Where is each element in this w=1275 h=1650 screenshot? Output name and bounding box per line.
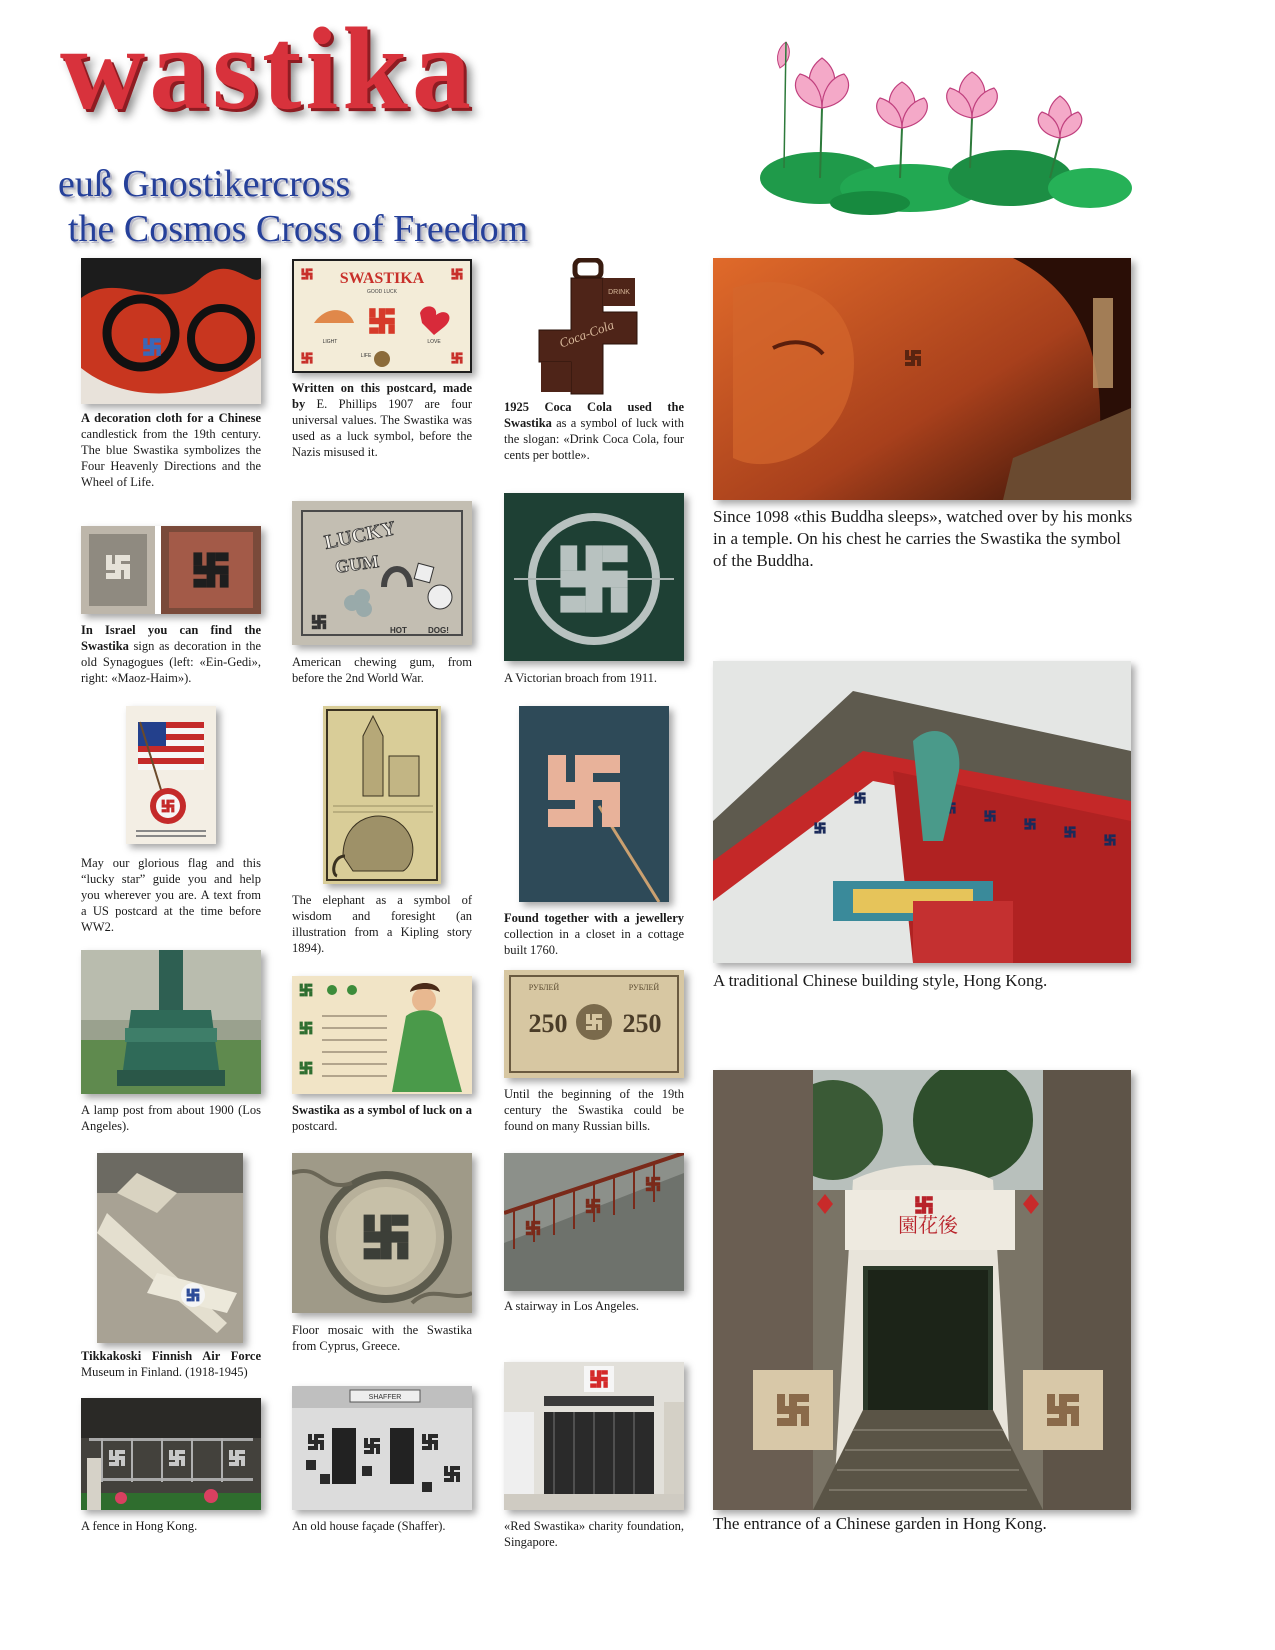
photo-swastika-postcard — [292, 259, 472, 373]
gum-gum: GUM — [333, 551, 381, 577]
caption-postcard — [292, 380, 472, 460]
photo-elephant-illustration — [323, 706, 441, 884]
photo-flag-postcard — [126, 706, 216, 844]
lotus-illustration — [760, 38, 1132, 216]
caption-fence: A fence in Hong Kong. — [81, 1519, 198, 1533]
photo-chinese-garden — [713, 1070, 1131, 1510]
caption-rest: Museum in Finland. (1918-1945) — [81, 1365, 248, 1379]
caption-flag: May our glorious flag and this “lucky star” guide you and help you wherever you are. A text from a US postcard at the time before WW2. — [81, 856, 261, 934]
caption-luck-postcard — [292, 1102, 472, 1134]
subtitle-line-1: euß Gnostikercross — [58, 163, 351, 205]
caption-lead: In Israel you can find the Swastika — [81, 623, 261, 653]
photo-house-facade — [292, 1386, 472, 1510]
garden-chars: 園花後 — [898, 1213, 958, 1237]
caption-elephant: The elephant as a symbol of wisdom and foresight (an illustration from a Kipling story 1894). — [292, 893, 472, 955]
caption-lamp-post: A lamp post from about 1900 (Los Angeles). — [81, 1103, 261, 1133]
postcard-good-luck: GOOD LUCK — [366, 289, 398, 295]
caption-coca-cola — [504, 399, 684, 463]
photo-russian-bill — [504, 970, 684, 1078]
photo-stairway — [504, 1153, 684, 1291]
photo-decoration-cloth — [81, 258, 261, 404]
caption-lead: Written on this postcard, made by — [292, 381, 472, 411]
gum-lucky: LUCKY — [322, 517, 398, 554]
caption-rest: E. Phillips 1907 are four universal values. The Swastika was used as a luck symbol, before the Nazis misused it. — [292, 397, 472, 459]
photo-victorian-broach — [504, 493, 684, 661]
caption-lead: Tikkakoski Finnish Air Force — [81, 1349, 261, 1363]
photo-israel-synagogues — [81, 526, 261, 614]
house-label: SHAFFER — [368, 1394, 402, 1401]
gum-hot: HOT — [390, 626, 407, 635]
caption-chinese-garden: The entrance of a Chinese garden in Hong Kong. — [713, 1514, 1047, 1533]
photo-jewellery-pin — [519, 706, 669, 902]
cola-drink: DRINK — [608, 289, 630, 296]
caption-rest: sign as decoration in the old Synagogues (left: «Ein-Gedi», right: «Maoz-Haim»). — [81, 639, 261, 685]
caption-red-swastika: «Red Swastika» charity foundation, Singapore. — [504, 1519, 684, 1549]
caption-lead: Swastika as a symbol of luck on a — [292, 1103, 472, 1117]
bill-value-left: 250 — [528, 1009, 568, 1038]
caption-rest: postcard. — [292, 1119, 338, 1133]
page-title: wastika — [60, 3, 475, 134]
photo-lamp-post — [81, 950, 261, 1094]
postcard-light: LIGHT — [322, 339, 338, 345]
caption-rest: as a symbol of luck with the slogan: «Drink Coca Cola, four cents per bottle». — [504, 416, 684, 462]
photo-red-swastika-building — [504, 1362, 684, 1510]
subtitle-line-2: the Cosmos Cross of Freedom — [68, 208, 529, 250]
caption-mosaic: Floor mosaic with the Swastika from Cyprus, Greece. — [292, 1323, 472, 1353]
bill-word-right: РУБЛЕЙ — [628, 983, 660, 992]
caption-rest: candlestick from the 19th century. The blue Swastika symbolizes the Four Heavenly Directions and the Wheel of Life. — [81, 427, 261, 489]
bill-value-right: 250 — [622, 1009, 662, 1038]
photo-sleeping-buddha — [713, 258, 1131, 500]
photo-luck-postcard — [292, 976, 472, 1094]
caption-gum: American chewing gum, from before the 2nd World War. — [292, 655, 472, 685]
postcard-word: SWASTIKA — [339, 270, 425, 287]
caption-decoration-cloth — [81, 410, 261, 490]
caption-rest: collection in a closet in a cottage built 1760. — [504, 927, 684, 957]
photo-floor-mosaic — [292, 1153, 472, 1313]
caption-house: An old house façade (Shaffer). — [292, 1519, 446, 1533]
cola-brand: Coca-Cola — [557, 316, 616, 351]
photo-chinese-building — [713, 661, 1131, 963]
caption-lead: A decoration cloth for a Chinese — [81, 411, 261, 425]
photo-fence-hong-kong — [81, 1398, 261, 1510]
caption-pin — [504, 910, 684, 958]
caption-buddha: Since 1098 «this Buddha sleeps», watched over by his monks in a temple. On his chest he carries the Swastika the symbol of the Buddha. — [713, 507, 1133, 570]
postcard-love: LOVE — [427, 339, 441, 345]
caption-israel — [81, 622, 261, 686]
caption-broach: A Victorian broach from 1911. — [504, 671, 658, 685]
caption-russian-bills: Until the beginning of the 19th century the Swastika could be found on many Russian bills. — [504, 1087, 684, 1133]
photo-lucky-gum — [292, 501, 472, 645]
bill-word-left: РУБЛЕЙ — [528, 983, 560, 992]
gum-dog: DOG! — [428, 626, 449, 635]
photo-air-force-museum — [97, 1153, 243, 1343]
postcard-life: LIFE — [360, 353, 372, 359]
photo-coca-cola-fob — [537, 258, 639, 396]
caption-chinese-building: A traditional Chinese building style, Hong Kong. — [713, 971, 1048, 990]
caption-stairway: A stairway in Los Angeles. — [504, 1299, 640, 1313]
caption-museum — [81, 1348, 261, 1380]
caption-lead: 1925 Coca Cola used the Swastika — [504, 400, 684, 430]
caption-lead: Found together with a jewellery — [504, 911, 684, 925]
